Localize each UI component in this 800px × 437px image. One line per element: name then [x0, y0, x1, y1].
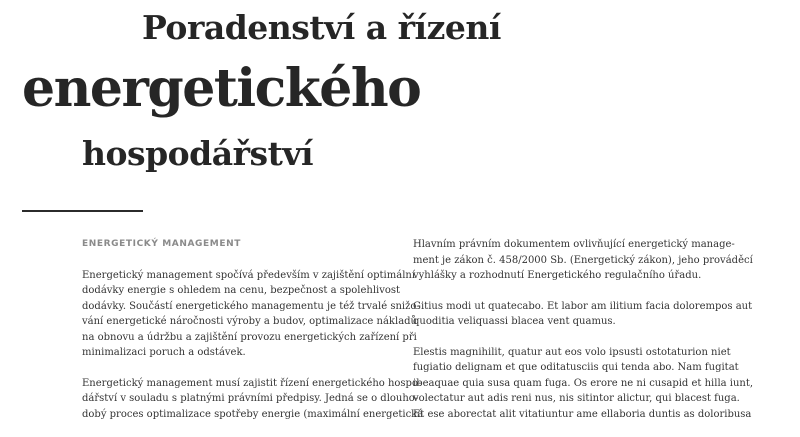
paragraph: [82, 268, 420, 361]
text-line: minimalizaci poruch a odstávek.: [82, 347, 246, 358]
text-line: Energetický management spočívá především v zajištění optimální: [82, 269, 416, 281]
section-heading: ENERGETICKÝ MANAGEMENT: [82, 239, 241, 249]
text-line: na obnovu a údržbu a zajištění provozu energetických zařízení při: [82, 331, 417, 343]
text-line: dobý proces optimalizace spotřeby energie (maximální energetická: [82, 408, 424, 420]
text-line: volectatur aut adis reni nus, nis sitintor alictur, qui blacest fuga.: [413, 393, 740, 404]
text-line: dodávky energie s ohledem na cenu, bezpečnost a spolehlivost: [82, 285, 401, 296]
text-line: vání energetické náročnosti výroby a budov, optimalizace nákladů: [82, 316, 417, 327]
text-line: Energetický management musí zajistit řízení energetického hospo-: [82, 377, 422, 389]
text-line: Gitius modi ut quatecabo. Et labor am ilitium facia dolorempos aut: [413, 300, 753, 312]
title-line-1: Poradenství a řízení: [142, 8, 501, 47]
paragraph: [413, 237, 753, 284]
title-divider: [22, 210, 143, 212]
title-line-2: energetického: [22, 58, 421, 119]
text-line: dodávky. Součástí energetického managementu je též trvalé snižo-: [82, 300, 420, 312]
text-line: Et ese aborectat alit vitatiuntur ame ellaboria duntis as doloribusa: [413, 408, 752, 420]
paragraph: [413, 345, 754, 423]
title-line-3: hospodářství: [82, 134, 314, 173]
paragraph: [413, 299, 753, 330]
right-column: [413, 237, 754, 437]
text-line: ment je zákon č. 458/2000 Sb. (Energetický zákon), jeho prováděcí: [413, 254, 753, 266]
paragraph: [82, 376, 424, 423]
left-column: [82, 237, 424, 437]
text-line: Elestis magnihilit, quatur aut eos volo ipsusti ostotaturion niet: [413, 346, 731, 358]
text-line: ibeaquae quia susa quam fuga. Os erore ne ni cusapid et hilla iunt,: [413, 377, 754, 389]
text-line: quoditia veliquassi blacea vent quamus.: [413, 316, 616, 327]
text-line: Hlavním právním dokumentem ovlivňující energetický manage-: [413, 239, 735, 250]
text-line: vyhlášky a rozhodnutí Energetického regulačního úřadu.: [413, 270, 702, 281]
text-line: fugiatio delignam et que oditatusciis qui tenda abo. Nam fugitat: [413, 362, 739, 373]
text-line: dářství v souladu s platnými právními předpisy. Jedná se o dlouho-: [82, 393, 419, 404]
